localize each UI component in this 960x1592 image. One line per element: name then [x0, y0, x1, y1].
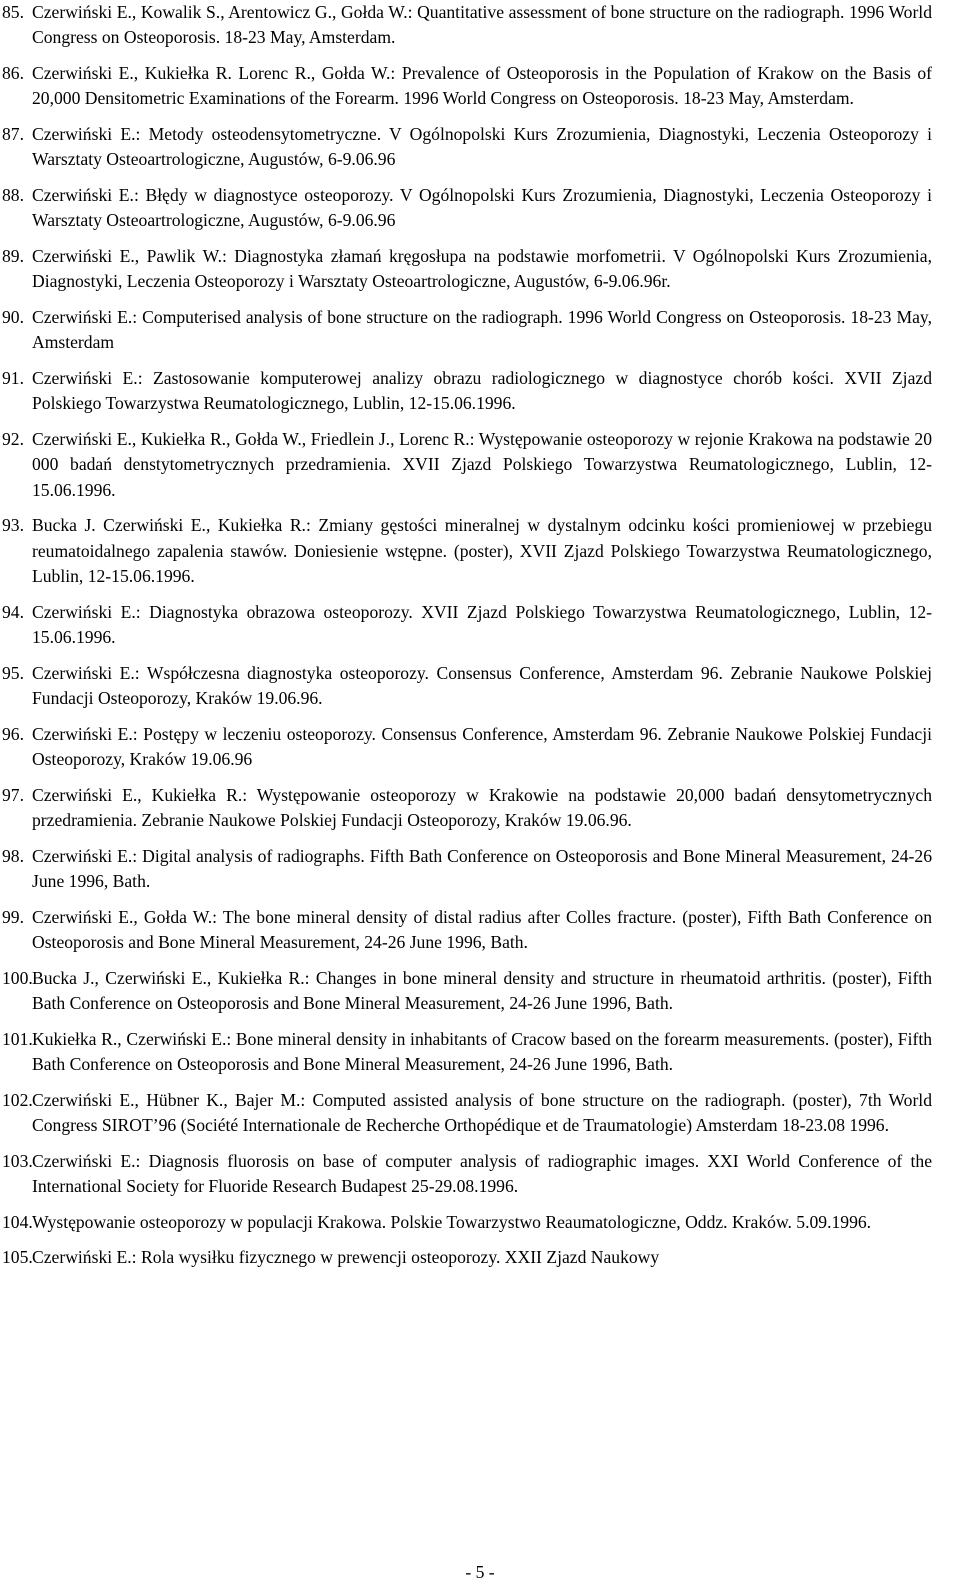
reference-item	[2, 966, 932, 1017]
reference-text: Czerwiński E.: Computerised analysis of bone structure on the radiograph. 1996 World Congress on Osteoporosis. 18-23 May, Amsterdam	[32, 307, 932, 353]
reference-text: Czerwiński E., Hübner K., Bajer M.: Computed assisted analysis of bone structure on the radiograph. (poster), 7th World Congress SIROT’96 (Société Internationale de Recherche Orthopédique et de Traumatologie) Amsterdam 18-23.08 1996.	[32, 1089, 932, 1136]
reference-text: Bucka J., Czerwiński E., Kukiełka R.: Changes in bone mineral density and structure in rheumatoid arthritis. (poster), Fifth Bath Conference on Osteoporosis and Bone Mineral Measurement, 24-26 June 1996, Bath.	[32, 967, 932, 1014]
reference-number: 104.	[2, 1211, 33, 1232]
reference-number: 101.	[2, 1028, 33, 1049]
reference-item	[2, 783, 932, 834]
reference-text: Czerwiński E., Kukiełka R., Gołda W., Friedlein J., Lorenc R.: Występowanie osteoporozy w rejonie Krakowa na podstawie 20 000 badań denstytometrycznych przedramienia. XVII Zjazd Polskiego Towarzystwa Reumatologicznego, Lublin, 12-15.06.1996.	[32, 429, 932, 500]
reference-number: 85.	[2, 2, 24, 22]
reference-text: Czerwiński E., Pawlik W.: Diagnostyka złamań kręgosłupa na podstawie morfometrii. V Ogólnopolski Kurs Zrozumienia, Diagnostyki, Leczenia Osteoporozy i Warsztaty Osteoartrologiczne, Augustów, 6-9.06.96r.	[32, 246, 932, 292]
reference-text: Czerwiński E., Kukiełka R.: Występowanie osteoporozy w Krakowie na podstawie 20,000 badań densytometrycznych przedramienia. Zebranie Naukowe Polskiej Fundacji Osteoporozy, Kraków 19.06.96.	[32, 784, 932, 831]
reference-number: 100.	[2, 967, 33, 988]
reference-number: 97.	[2, 784, 24, 805]
reference-item	[2, 1210, 932, 1235]
reference-item	[2, 1149, 932, 1200]
reference-item	[2, 1245, 932, 1270]
reference-text: Bucka J. Czerwiński E., Kukiełka R.: Zmiany gęstości mineralnej w dystalnym odcinku kości promieniowej w przebiegu reumatoidalnego zapalenia stawów. Doniesienie wstępne. (poster), XVII Zjazd Polskiego Towarzystwa Reumatologicznego, Lublin, 12-15.06.1996.	[32, 515, 932, 587]
reference-text: Czerwiński E.: Współczesna diagnostyka osteoporozy. Consensus Conference, Amsterdam 96. Zebranie Naukowe Polskiej Fundacji Osteoporozy, Kraków 19.06.96.	[32, 662, 932, 709]
reference-item	[2, 61, 932, 112]
reference-item	[2, 183, 932, 234]
reference-number: 98.	[2, 845, 24, 866]
reference-number: 92.	[2, 429, 24, 449]
page-number: - 5 -	[465, 1562, 495, 1582]
reference-number: 87.	[2, 124, 24, 144]
reference-text: Czerwiński E., Gołda W.: The bone mineral density of distal radius after Colles fracture. (poster), Fifth Bath Conference on Osteoporosis and Bone Mineral Measurement, 24-26 June 1996, Bath.	[32, 906, 932, 953]
reference-number: 102.	[2, 1089, 33, 1110]
reference-item	[2, 513, 932, 589]
reference-number: 86.	[2, 63, 24, 83]
reference-text: Występowanie osteoporozy w populacji Krakowa. Polskie Towarzystwo Reaumatologiczne, Oddz. Kraków. 5.09.1996.	[32, 1211, 872, 1232]
reference-item	[2, 244, 932, 295]
reference-item	[2, 427, 932, 503]
reference-item	[2, 366, 932, 417]
reference-item	[2, 305, 932, 356]
reference-text: Czerwiński E., Kukiełka R. Lorenc R., Gołda W.: Prevalence of Osteoporosis in the Population of Krakow on the Basis of 20,000 Densitometric Examinations of the Forearm. 1996 World Congress on Osteoporosis. 18-23 May, Amsterdam.	[32, 63, 932, 109]
reference-item	[2, 1027, 932, 1078]
reference-number: 93.	[2, 515, 24, 536]
reference-number: 89.	[2, 246, 24, 266]
reference-text: Czerwiński E.: Postępy w leczeniu osteoporozy. Consensus Conference, Amsterdam 96. Zebranie Naukowe Polskiej Fundacji Osteoporozy, Kraków 19.06.96	[32, 723, 932, 770]
reference-item	[2, 1088, 932, 1139]
reference-number: 94.	[2, 601, 24, 622]
reference-text: Czerwiński E.: Digital analysis of radiographs. Fifth Bath Conference on Osteoporosis and Bone Mineral Measurement, 24-26 June 1996, Bath.	[32, 845, 932, 892]
reference-item	[2, 722, 932, 773]
reference-number: 99.	[2, 906, 24, 927]
reference-number: 95.	[2, 662, 24, 683]
reference-number: 90.	[2, 307, 24, 327]
reference-text: Czerwiński E.: Zastosowanie komputerowej analizy obrazu radiologicznego w diagnostyce chorób kości. XVII Zjazd Polskiego Towarzystwa Reumatologicznego, Lublin, 12-15.06.1996.	[32, 368, 932, 414]
reference-text: Czerwiński E., Kowalik S., Arentowicz G., Gołda W.: Quantitative assessment of bone structure on the radiograph. 1996 World Congress on Osteoporosis. 18-23 May, Amsterdam.	[32, 2, 932, 48]
reference-number: 91.	[2, 368, 24, 388]
reference-item	[2, 905, 932, 956]
reference-text: Kukiełka R., Czerwiński E.: Bone mineral density in inhabitants of Cracow based on the forearm measurements. (poster), Fifth Bath Conference on Osteoporosis and Bone Mineral Measurement, 24-26 June 1996, Bath.	[32, 1028, 932, 1075]
reference-text: Czerwiński E.: Diagnosis fluorosis on base of computer analysis of radiographic images. XXI World Conference of the International Society for Fluoride Research Budapest 25-29.08.1996.	[32, 1150, 932, 1197]
reference-item	[2, 0, 932, 51]
reference-item	[2, 600, 932, 651]
reference-text: Czerwiński E.: Błędy w diagnostyce osteoporozy. V Ogólnopolski Kurs Zrozumienia, Diagnostyki, Leczenia Osteoporozy i Warsztaty Osteoartrologiczne, Augustów, 6-9.06.96	[32, 185, 932, 231]
reference-number: 105.	[2, 1247, 33, 1268]
reference-number: 88.	[2, 185, 24, 205]
reference-item	[2, 122, 932, 173]
reference-item	[2, 661, 932, 712]
reference-text: Czerwiński E.: Diagnostyka obrazowa osteoporozy. XVII Zjazd Polskiego Towarzystwa Reumatologicznego, Lublin, 12-15.06.1996.	[32, 601, 932, 648]
reference-number: 96.	[2, 723, 24, 744]
reference-text: Czerwiński E.: Metody osteodensytometryczne. V Ogólnopolski Kurs Zrozumienia, Diagnostyki, Leczenia Osteoporozy i Warsztaty Osteoartrologiczne, Augustów, 6-9.06.96	[32, 124, 932, 170]
reference-item	[2, 844, 932, 895]
reference-text: Czerwiński E.: Rola wysiłku fizycznego w prewencji osteoporozy. XXII Zjazd Naukowy	[32, 1247, 660, 1268]
reference-number: 103.	[2, 1150, 33, 1171]
